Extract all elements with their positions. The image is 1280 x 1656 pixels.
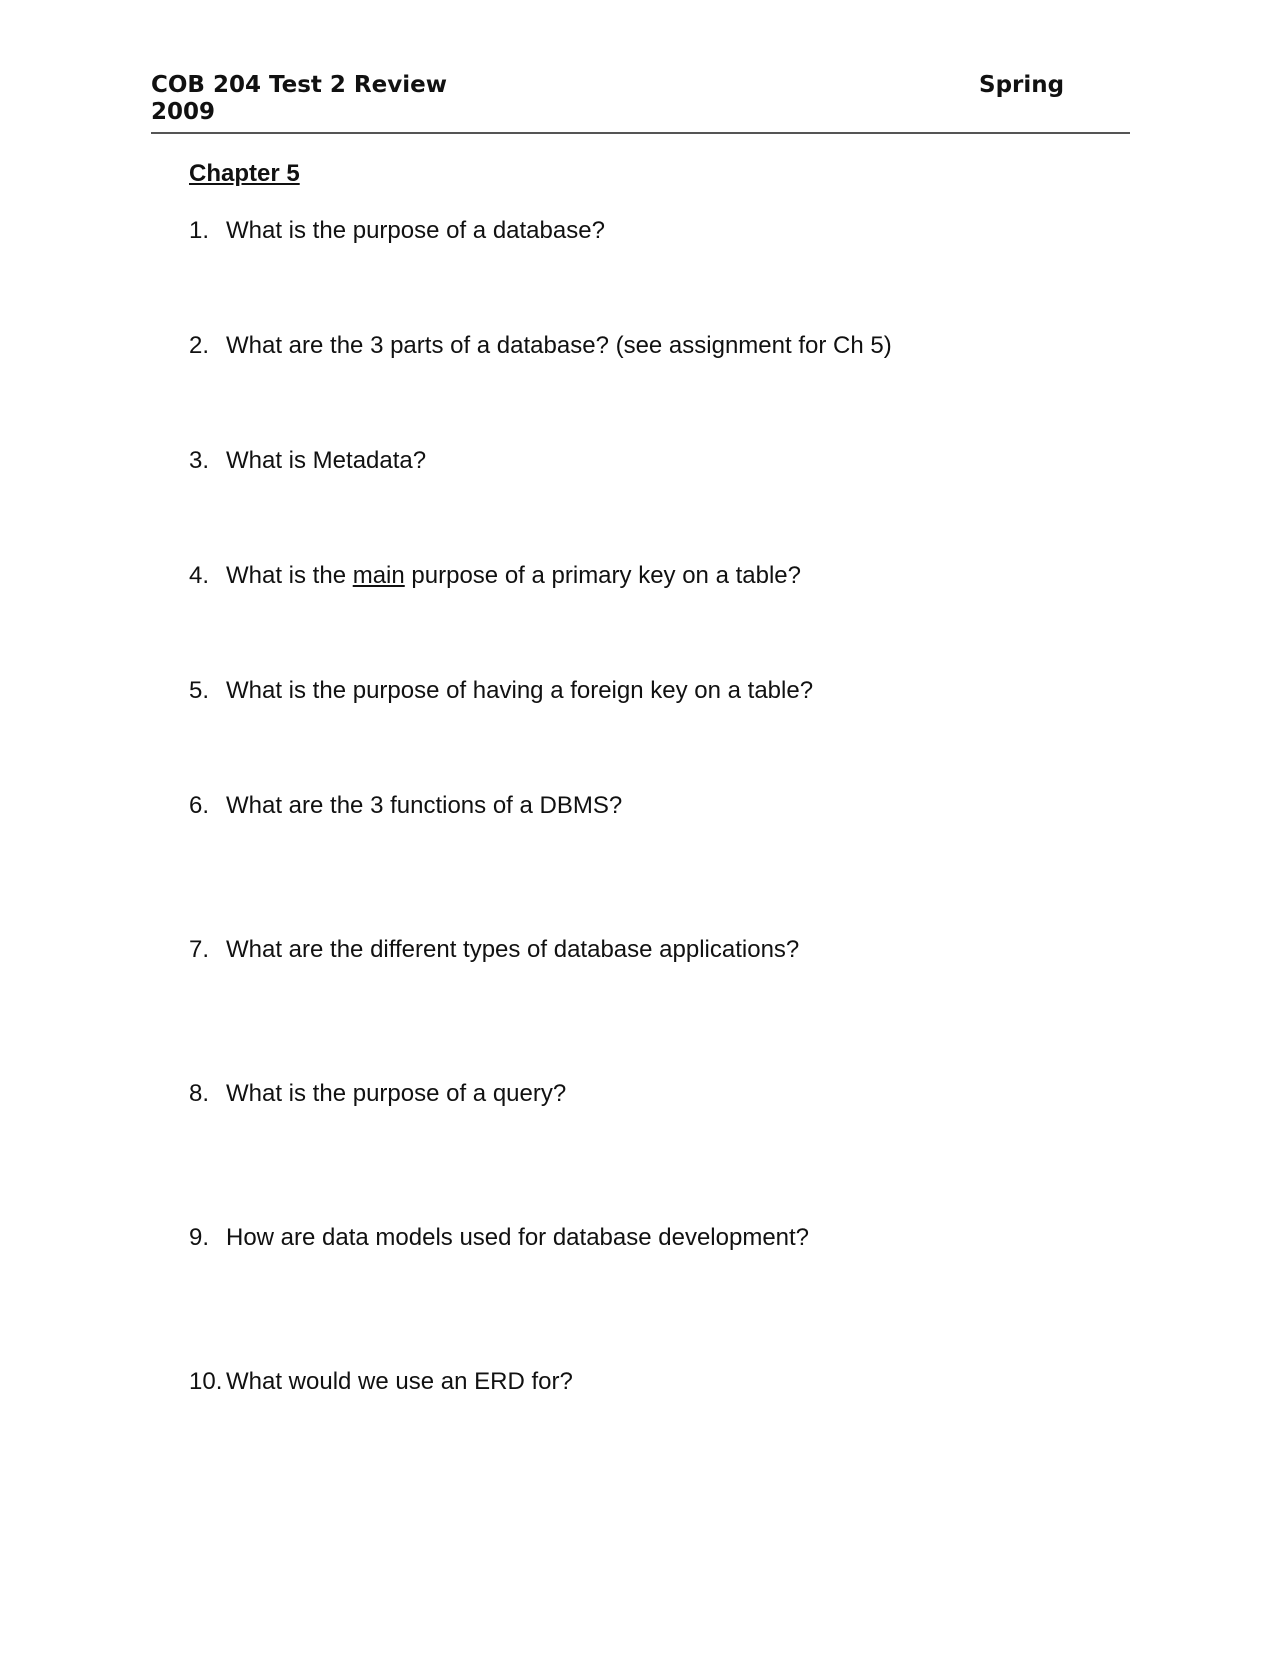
question-number: 2. <box>189 332 210 359</box>
question-number: 4. <box>189 562 210 589</box>
question-number: 6. <box>189 792 210 819</box>
question-text-emphasis: main <box>352 562 405 589</box>
question-number: 5. <box>189 677 210 704</box>
question-item <box>189 447 426 475</box>
question-number: 7. <box>189 936 210 963</box>
question-text-before: What is the <box>226 562 353 589</box>
question-text: What is the purpose of having a foreign key on a table? <box>226 677 814 704</box>
question-item <box>189 1368 573 1396</box>
question-item <box>189 936 799 964</box>
question-item <box>189 792 622 820</box>
question-item <box>189 1224 809 1252</box>
question-text: What are the different types of database applications? <box>226 936 800 963</box>
question-item <box>189 217 605 245</box>
question-number: 8. <box>189 1080 210 1107</box>
header-title: COB 204 Test 2 Review <box>151 72 447 98</box>
question-item <box>189 1080 566 1108</box>
header-season: Spring <box>979 72 1065 98</box>
question-text: What would we use an ERD for? <box>226 1368 573 1395</box>
question-item <box>189 562 801 590</box>
question-text-after: purpose of a primary key on a table? <box>404 562 801 589</box>
question-text: What are the 3 functions of a DBMS? <box>226 792 623 819</box>
question-text: What is the purpose of a query? <box>226 1080 567 1107</box>
question-text: What is Metadata? <box>226 447 427 474</box>
page-header <box>151 72 1130 134</box>
header-year: 2009 <box>151 99 216 125</box>
question-number: 3. <box>189 447 210 474</box>
question-number: 10. <box>189 1368 223 1395</box>
chapter-heading: Chapter 5 <box>189 160 300 187</box>
question-text: What are the 3 parts of a database? (see assignment for Ch 5) <box>226 332 892 359</box>
question-number: 1. <box>189 217 210 244</box>
question-text: How are data models used for database development? <box>226 1224 810 1251</box>
question-item <box>189 677 813 705</box>
question-item <box>189 332 892 360</box>
question-number: 9. <box>189 1224 210 1251</box>
question-text: What is the purpose of a database? <box>226 217 605 244</box>
